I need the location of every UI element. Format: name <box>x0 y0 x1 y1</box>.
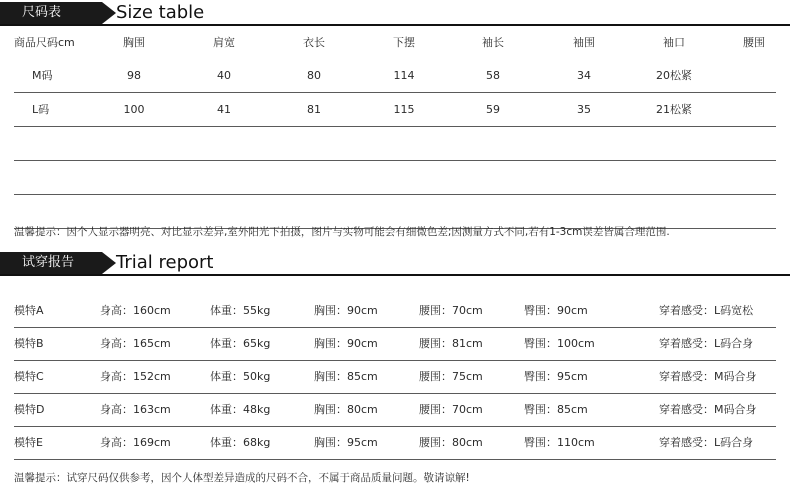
trial-height-cell: 身高：165cm <box>100 337 171 350</box>
size-table-cell: 58 <box>486 69 500 82</box>
size-table-cell: L码 <box>32 103 50 116</box>
trial-hip-cell: 臀围：110cm <box>524 436 595 449</box>
trial-report-row <box>14 361 776 394</box>
trial-chest-cell: 胸围：90cm <box>314 304 378 317</box>
trial-weight-cell: 体重：68kg <box>210 436 271 449</box>
size-header-cell: 袖口 <box>663 36 685 49</box>
trial-hip-cell: 臀围：90cm <box>524 304 588 317</box>
trial-model-cell: 模特B <box>14 337 44 350</box>
trial-chest-cell: 胸围：85cm <box>314 370 378 383</box>
trial-report-divider <box>0 274 790 276</box>
trial-waist-cell: 腰围：75cm <box>419 370 483 383</box>
trial-model-cell: 模特C <box>14 370 44 383</box>
trial-model-cell: 模特E <box>14 436 43 449</box>
size-header-cell: 肩宽 <box>213 36 235 49</box>
trial-waist-cell: 腰围：81cm <box>419 337 483 350</box>
size-header-cell: 商品尺码cm <box>14 36 75 49</box>
size-table-row <box>14 161 776 195</box>
trial-report-row <box>14 295 776 328</box>
trial-fit-cell: 穿着感受：L码合身 <box>659 337 754 350</box>
size-table <box>14 26 776 229</box>
size-table-cell: 81 <box>307 103 321 116</box>
trial-chest-cell: 胸围：90cm <box>314 337 378 350</box>
trial-fit-cell: 穿着感受：M码合身 <box>659 370 757 383</box>
trial-height-cell: 身高：160cm <box>100 304 171 317</box>
trial-fit-cell: 穿着感受：L码宽松 <box>659 304 754 317</box>
size-table-cell: 40 <box>217 69 231 82</box>
size-table-cell: 20松紧 <box>656 69 692 82</box>
size-table-tab: 尺码表 <box>0 2 102 24</box>
size-table-cell: 34 <box>577 69 591 82</box>
size-table-cell: 35 <box>577 103 591 116</box>
trial-weight-cell: 体重：65kg <box>210 337 271 350</box>
size-table-title: Size table <box>116 2 205 23</box>
trial-weight-cell: 体重：50kg <box>210 370 271 383</box>
trial-height-cell: 身高：163cm <box>100 403 171 416</box>
trial-model-cell: 模特D <box>14 403 45 416</box>
size-header-cell: 衣长 <box>303 36 325 49</box>
trial-hip-cell: 臀围：95cm <box>524 370 588 383</box>
trial-report-table <box>14 295 776 460</box>
size-table-cell: 41 <box>217 103 231 116</box>
size-table-row <box>14 93 776 127</box>
trial-height-cell: 身高：152cm <box>100 370 171 383</box>
trial-report-row <box>14 427 776 460</box>
size-table-cell: 100 <box>123 103 145 116</box>
trial-hip-cell: 臀围：85cm <box>524 403 588 416</box>
size-table-cell: 21松紧 <box>656 103 692 116</box>
size-table-cell: 115 <box>393 103 415 116</box>
trial-report-title: Trial report <box>116 252 214 273</box>
trial-weight-cell: 体重：55kg <box>210 304 271 317</box>
trial-waist-cell: 腰围：80cm <box>419 436 483 449</box>
size-header-cell: 袖长 <box>482 36 504 49</box>
trial-waist-cell: 腰围：70cm <box>419 304 483 317</box>
size-table-row <box>14 59 776 93</box>
trial-waist-cell: 腰围：70cm <box>419 403 483 416</box>
trial-report-row <box>14 394 776 427</box>
trial-height-cell: 身高：169cm <box>100 436 171 449</box>
size-table-row <box>14 127 776 161</box>
size-header-cell: 下摆 <box>393 36 415 49</box>
trial-note: 温馨提示：试穿尺码仅供参考，因个人体型差异造成的尺码不合，不属于商品质量问题。敬请谅解! <box>14 472 470 484</box>
trial-chest-cell: 胸围：80cm <box>314 403 378 416</box>
trial-report-tab: 试穿报告 <box>0 252 102 274</box>
trial-weight-cell: 体重：48kg <box>210 403 271 416</box>
trial-fit-cell: 穿着感受：M码合身 <box>659 403 757 416</box>
size-header-cell: 袖围 <box>573 36 595 49</box>
size-table-cell: M码 <box>32 69 53 82</box>
size-header-cell: 胸围 <box>123 36 145 49</box>
size-table-cell: 80 <box>307 69 321 82</box>
size-header-cell: 腰围 <box>743 36 765 49</box>
size-table-cell: 59 <box>486 103 500 116</box>
size-table-header-row <box>14 26 776 59</box>
trial-model-cell: 模特A <box>14 304 44 317</box>
size-table-cell: 114 <box>393 69 415 82</box>
trial-fit-cell: 穿着感受：L码合身 <box>659 436 754 449</box>
trial-chest-cell: 胸围：95cm <box>314 436 378 449</box>
size-table-header <box>0 2 790 26</box>
trial-report-header <box>0 252 790 276</box>
trial-report-row <box>14 328 776 361</box>
size-note: 温馨提示：因个人显示器明亮、对比显示差异,室外阳光下拍摄，图片与实物可能会有细微色差;因测量方式不同,若有1-3cm误差皆属合理范围. <box>14 226 670 238</box>
trial-hip-cell: 臀围：100cm <box>524 337 595 350</box>
size-table-cell: 98 <box>127 69 141 82</box>
